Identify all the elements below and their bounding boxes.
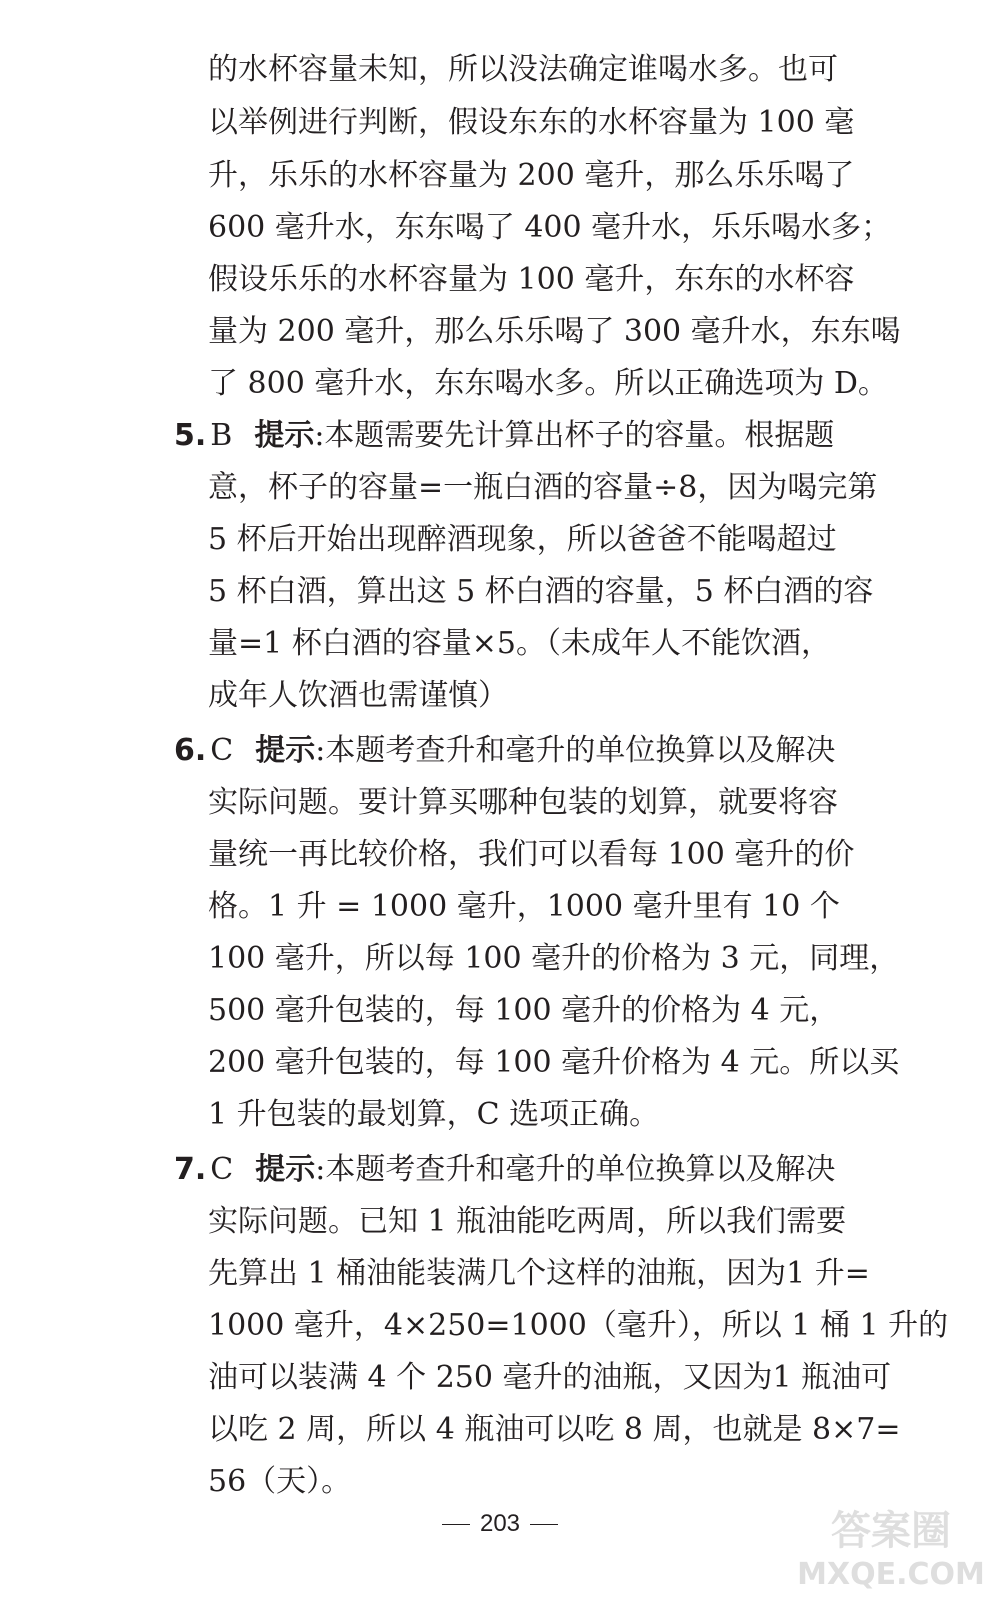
- item-line: 先算出 1 桶油能装满几个这样的油瓶，因为1 升=: [208, 1256, 870, 1291]
- intro-line: 量为 200 毫升，那么乐乐喝了 300 毫升水，东东喝: [208, 314, 901, 349]
- answer-item-6: [174, 731, 835, 771]
- item-line: 成年人饮酒也需谨慎）: [208, 678, 508, 713]
- item-line: 以吃 2 周，所以 4 瓶油可以吃 8 周，也就是 8×7=: [208, 1412, 901, 1447]
- item-number: 6.: [174, 733, 207, 768]
- item-line: 500 毫升包装的，每 100 毫升的价格为 4 元，: [208, 993, 840, 1028]
- item-line: 意，杯子的容量=一瓶白酒的容量÷8，因为喝完第: [208, 470, 878, 505]
- item-line: 100 毫升，所以每 100 毫升的价格为 3 元，同理，: [208, 941, 900, 976]
- item-first-line: :本题考查升和毫升的单位换算以及解决: [315, 733, 836, 768]
- item-line: 5 杯白酒，算出这 5 杯白酒的容量，5 杯白酒的容: [208, 574, 874, 609]
- item-line: 200 毫升包装的，每 100 毫升价格为 4 元。所以买: [208, 1045, 900, 1080]
- intro-line: 升，乐乐的水杯容量为 200 毫升，那么乐乐喝了: [208, 158, 855, 193]
- item-line: 量统一再比较价格，我们可以看每 100 毫升的价: [208, 837, 855, 872]
- intro-line: 了 800 毫升水，东东喝水多。所以正确选项为 D。: [208, 366, 888, 401]
- intro-line: 以举例进行判断，假设东东的水杯容量为 100 毫: [208, 105, 855, 140]
- watermark-text-bottom: MXQE.COM: [797, 1557, 985, 1592]
- watermark-text-top: 答案圈: [831, 1508, 951, 1554]
- item-number: 5.: [174, 418, 207, 453]
- item-answer: C: [210, 733, 234, 768]
- item-first-line: :本题考查升和毫升的单位换算以及解决: [315, 1152, 836, 1187]
- item-first-line: :本题需要先计算出杯子的容量。根据题: [314, 418, 835, 453]
- footer-dash-right: [530, 1524, 558, 1525]
- item-line: 格。1 升 = 1000 毫升，1000 毫升里有 10 个: [208, 889, 840, 924]
- item-line: 1000 毫升，4×250=1000（毫升），所以 1 桶 1 升的: [208, 1308, 949, 1343]
- page-number: 203: [479, 1510, 521, 1537]
- intro-line: 的水杯容量未知，所以没法确定谁喝水多。也可: [208, 52, 838, 87]
- hint-label: 提示: [255, 733, 316, 768]
- item-answer: B: [210, 418, 233, 453]
- item-line: 实际问题。已知 1 瓶油能吃两周，所以我们需要: [208, 1204, 847, 1239]
- item-line: 56（天）。: [208, 1464, 352, 1499]
- intro-line: 假设乐乐的水杯容量为 100 毫升，东东的水杯容: [208, 262, 855, 297]
- footer-dash-left: [442, 1524, 470, 1525]
- hint-label: 提示: [254, 418, 315, 453]
- watermark-logo: [796, 1500, 986, 1592]
- item-line: 5 杯后开始出现醉酒现象，所以爸爸不能喝超过: [208, 522, 837, 557]
- item-line: 量=1 杯白酒的容量×5。（未成年人不能饮酒，: [208, 626, 831, 661]
- item-line: 油可以装满 4 个 250 毫升的油瓶，又因为1 瓶油可: [208, 1360, 892, 1395]
- answer-item-7: [174, 1150, 835, 1190]
- intro-line: 600 毫升水，东东喝了 400 毫升水，乐乐喝水多；: [208, 210, 892, 245]
- item-number: 7.: [174, 1152, 207, 1187]
- item-line: 实际问题。要计算买哪种包装的划算，就要将容: [208, 785, 838, 820]
- item-answer: C: [210, 1152, 234, 1187]
- item-line: 1 升包装的最划算，C 选项正确。: [208, 1097, 660, 1132]
- hint-label: 提示: [255, 1152, 316, 1187]
- answer-item-5: [174, 416, 834, 456]
